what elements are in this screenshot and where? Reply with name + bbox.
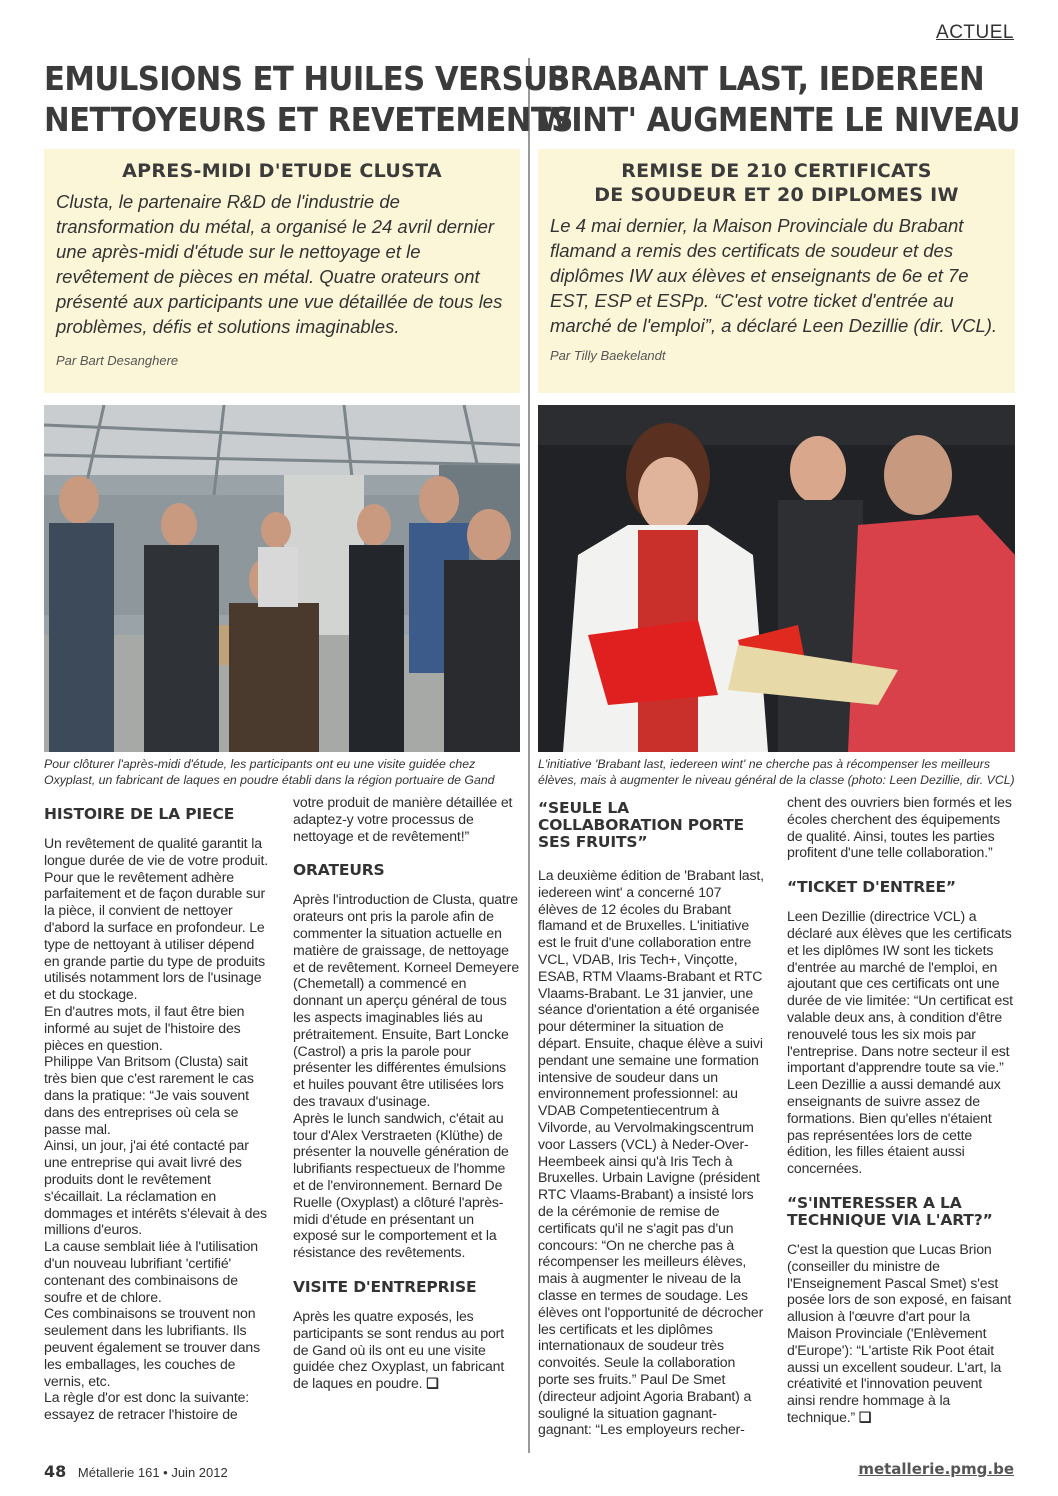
- paragraph: La cause semblait liée à l'utilisation d'un nouveau lubrifiant 'certifié' contenant des combinaisons de soufre et de chlore.: [44, 1238, 258, 1305]
- paragraph-text: Après les quatre exposés, les participants se sont rendus au port de Gand où ils ont eu une visite guidée chez Oxyplast, un fabricant de laques en poudre.: [293, 1307, 505, 1392]
- kicker-right: [550, 159, 1003, 207]
- kicker-right-line-1: REMISE DE 210 CERTIFICATS: [621, 160, 932, 182]
- subhead-ticket: “TICKET D'ENTREE”: [787, 878, 956, 897]
- caption-right: L'initiative 'Brabant last, iedereen wint' ne cherche pas à récompenser les meilleurs élèves, mais à augmenter le niveau général de la classe (photo: Leen Dezillie, dir. VCL): [538, 757, 1015, 787]
- paragraph: Philippe Van Britsom (Clusta) sait très bien que c'est rarement le cas dans la pratique: “Je vais souvent dans des entreprises où cela se passe mal.: [44, 1053, 254, 1137]
- website-link[interactable]: metallerie.pmg.be: [858, 1460, 1014, 1478]
- column-right-1: [538, 798, 764, 1438]
- kicker-left: APRES-MIDI D'ETUDE CLUSTA: [122, 160, 442, 182]
- headline-left-line-2: NETTOYEURS ET REVETEMENTS: [44, 100, 573, 139]
- intro-box-right: [538, 149, 1015, 393]
- byline-left: Par Bart Desanghere: [56, 353, 179, 368]
- subhead-visite: VISITE D'ENTREPRISE: [293, 1277, 477, 1296]
- subhead-collaboration: “SEULE LA COLLABORATION PORTE SES FRUITS”: [538, 799, 744, 851]
- end-mark-icon: ❑: [858, 1408, 872, 1425]
- subhead-technique-art: “S'INTERESSER A LA TECHNIQUE VIA L'ART?”: [787, 1193, 993, 1229]
- lead-right: Le 4 mai dernier, la Maison Provinciale du Brabant flamand a remis des certificats de soudeur et des diplômes IW aux élèves et enseignants de 6e et 7e EST, ESP et ESPp. “C'est votre ticket d'entrée au marché de l'emploi”, a déclaré Leen Dezillie (dir. VCL).: [550, 215, 998, 336]
- headline-right-line-1: 'BRABANT LAST, IEDEREEN: [538, 59, 985, 98]
- paragraph: Après l'introduction de Clusta, quatre orateurs ont pris la parole afin de commenter la situation actuelle en matière de graissage, de nettoyage et de revêtement. Korneel Demeyere (Chemetall) a commencé en donnant un aperçu général de tous les aspects imaginables liés au prétraitement. Ensuite, Bart Loncke (Castrol) a pris la parole pour présenter les différentes émulsions et huiles pouvant être utilisées lors des travaux d'usinage.: [293, 891, 520, 1109]
- headline-right: [538, 58, 1021, 140]
- page-number: 48: [44, 1462, 67, 1481]
- paragraph: La règle d'or est donc la suivante: essayez de retracer l'histoire de: [44, 1389, 250, 1423]
- paragraph: Un revêtement de qualité garantit la longue durée de vie de votre produit. Pour que le revêtement adhère parfaitement et de façon durable sur la pièce, il convient de nettoyer d'abord la surface en profondeur. Le type de nettoyant à utiliser dépend en grande partie du type de produits utilisés notamment lors de l'usinage et du stockage.: [44, 835, 269, 1003]
- section-label: ACTUEL: [936, 22, 1014, 43]
- paragraph: Ces combinaisons se trouvent non seulement dans les lubrifiants. Ils peuvent également se trouver dans les emballages, les couches de vernis, etc.: [44, 1305, 260, 1389]
- kicker-right-line-2: DE SOUDEUR ET 20 DIPLOMES IW: [594, 184, 959, 206]
- column-divider: [528, 58, 530, 1453]
- paragraph: Après le lunch sandwich, c'était au tour d'Alex Verstraeten (Klüthe) de présenter la nouvelle génération de lubrifiants respectueux de l'homme et de l'environnement. Bernard De Ruelle (Oxyplast) a clôturé l'après-midi d'étude en présentant un exposé sur le comportement et la résistance des revêtements.: [293, 1109, 509, 1261]
- issue-info: Métallerie 161 • Juin 2012: [77, 1465, 228, 1480]
- subhead-histoire: HISTOIRE DE LA PIECE: [44, 805, 235, 823]
- subhead-orateurs: ORATEURS: [293, 861, 385, 880]
- lead-left: Clusta, le partenaire R&D de l'industrie de transformation du métal, a organisé le 24 avril dernier une après-midi d'étude sur le nettoyage et le revêtement de pièces en métal. Quatre orateurs ont présenté aux participants une vue détaillée de tous les problèmes, défis et solutions imaginables.: [56, 191, 503, 337]
- caption-left: Pour clôturer l'après-midi d'étude, les participants ont eu une visite guidée chez Oxyplast, un fabricant de laques en poudre établi dans la région portuaire de Gand: [44, 757, 495, 787]
- article-brabant-last: [538, 58, 1021, 1438]
- page-footer: [44, 1462, 228, 1481]
- column-left-2: [293, 794, 520, 1392]
- photo-plant-visit: [44, 405, 520, 752]
- headline-left: [44, 58, 573, 140]
- intro-box-left: [44, 149, 520, 393]
- paragraph: votre produit de manière détaillée et adaptez-y votre processus de nettoyage et de revêtement!”: [293, 794, 513, 844]
- paragraph: En d'autres mots, il faut être bien informé au sujet de l'histoire des pièces en question.: [44, 1002, 245, 1053]
- article-clusta: [44, 58, 573, 1423]
- paragraph: Leen Dezillie (directrice VCL) a déclaré aux élèves que les certificats et les diplômes IW sont les tickets d'entrée au marché de l'emploi, en ajoutant que ces certificats ont une durée de vie limitée: “Un certificat est valable deux ans, à condition d'être renouvelé tous les six mois par l'entreprise. Dans notre secteur il est important d'apprendre toute sa vie.” Leen Dezillie a aussi demandé aux enseignants de suivre assez de formations. Bien qu'elles n'étaient pas représentées lors de cette édition, les filles étaient aussi concernées.: [787, 908, 1013, 1177]
- paragraph: La deuxième édition de 'Brabant last, iedereen wint' a concerné 107 élèves de 12 écoles du Brabant flamand et de Bruxelles. L'initiative est le fruit d'une collaboration entre VCL, VDAB, Iris Tech+, Vinçotte, ESAB, RTM Vlaams-Brabant et RTC Vlaams-Brabant. Le 31 janvier, une séance d'orientation a été organisée pour déterminer la situation de départ. Ensuite, chaque élève a suivi pendant une semaine une formation intensive de soudeur dans un environnement professionnel: au VDAB Competentiecentrum à Vilvorde, au Vervolmakingscentrum voor Lassers (VCL) à Neder-Over-Heembeek ainsi qu'à Iris Tech à Bruxelles. Urbain Lavigne (président RTC Vlaams-Brabant) a insisté lors de la cérémonie de remise de certificats qu'il ne s'agit pas d'un concours: “On ne cherche pas à récompenser les meilleurs élèves, mais à augmenter le niveau de la classe en termes de soudage. Les élèves ont l'opportunité de décrocher les certificats et les diplômes internationaux de soudeur très convoités. Seule la collaboration porte ses fruits.” Paul De Smet (directeur adjoint Agoria Brabant) a souligné la situation gagnant-gagnant: “Les employeurs recher-: [538, 867, 764, 1438]
- paragraph-text: C'est la question que Lucas Brion (conseiller du ministre de l'Enseignement Pascal Smet) s'est posée lors de son exposé, en faisant allusion à l'œuvre d'art pour la Maison Provinciale ('Enlèvement d'Europe'): “L'artiste Rik Poot était aussi un excellent soudeur. L'art, la créativité et l'innovation peuvent ainsi rendre hommage à la technique.”: [787, 1240, 1012, 1425]
- column-left-1: [44, 798, 270, 1423]
- headline-right-line-2: WINT' AUGMENTE LE NIVEAU: [538, 100, 1021, 139]
- end-mark-icon: ❑: [426, 1375, 439, 1392]
- column-right-2: [787, 794, 1013, 1426]
- photo-certificate-ceremony: [538, 405, 1015, 752]
- paragraph: Ainsi, un jour, j'ai été contacté par une entreprise qui avait livré des produits dont le revêtement s'écaillait. La réclamation en dommages et intérêts s'élevait à des millions d'euros.: [44, 1137, 267, 1238]
- byline-right: Par Tilly Baekelandt: [550, 348, 666, 363]
- paragraph: [293, 1308, 519, 1392]
- headline-left-line-1: EMULSIONS ET HUILES VERSUS: [44, 59, 569, 98]
- paragraph: chent des ouvriers bien formés et les écoles cherchent des équipements de qualité. Ainsi, toutes les parties profitent d'une telle collaboration.”: [787, 794, 1012, 861]
- paragraph: [787, 1241, 1013, 1426]
